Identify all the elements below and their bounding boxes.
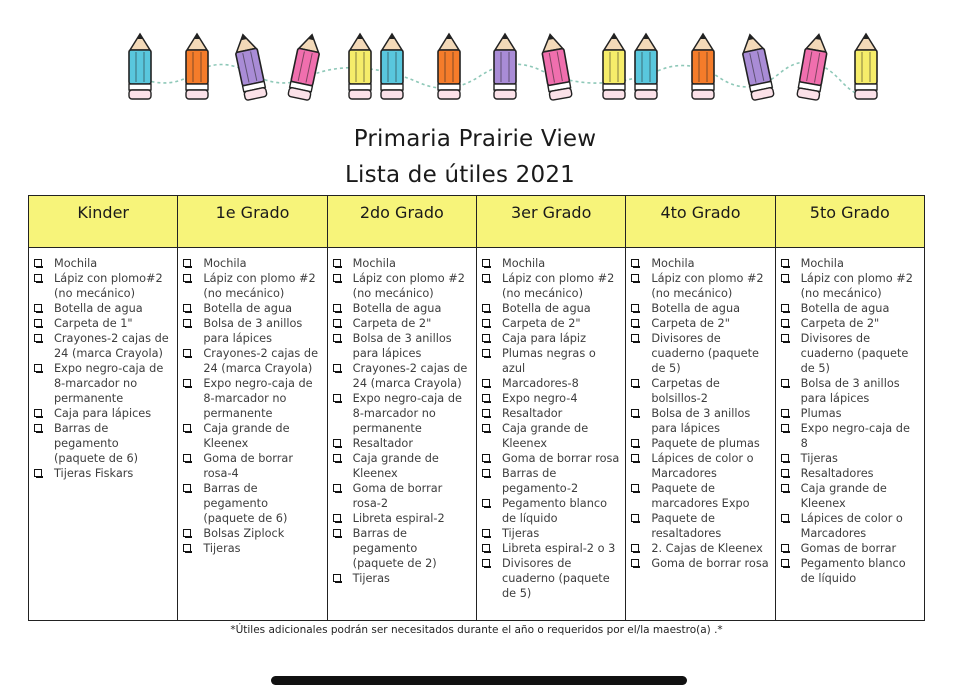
- pencil-icon: [739, 31, 774, 100]
- supply-item-text: Resaltador: [352, 437, 413, 450]
- supply-item: [183, 346, 322, 376]
- supply-item: [631, 271, 770, 301]
- checkbox-icon[interactable]: [781, 334, 789, 342]
- supply-item-text: Bolsa de 3 anillos para lápices: [203, 317, 303, 345]
- supply-item: [333, 301, 472, 316]
- checkbox-icon[interactable]: [482, 274, 490, 282]
- column-header: 2do Grado: [328, 196, 476, 248]
- column-body: [626, 248, 774, 620]
- supply-item: [34, 271, 173, 301]
- checkbox-icon[interactable]: [333, 484, 341, 492]
- supply-item-text: Carpeta de 2": [352, 317, 432, 330]
- supply-item-text: Caja grande de Kleenex: [352, 452, 439, 480]
- pencil-icon: [232, 31, 267, 100]
- supply-item-text: Divisores de cuaderno (paquete de 5): [501, 557, 610, 600]
- supply-item: [482, 496, 621, 526]
- supply-item: [631, 436, 770, 451]
- supply-item-text: Lápiz con plomo#2 (no mecánico): [54, 272, 163, 300]
- checkbox-icon[interactable]: [631, 454, 639, 462]
- supply-item-text: Plumas negras o azul: [501, 347, 596, 375]
- supply-item: [631, 406, 770, 436]
- supply-item: [631, 511, 770, 541]
- checkbox-icon[interactable]: [34, 274, 42, 282]
- checkbox-icon[interactable]: [333, 274, 341, 282]
- supply-item: [482, 526, 621, 541]
- supply-item-text: Lápices de color o Marcadores: [800, 512, 903, 540]
- column-body: [776, 248, 924, 620]
- supply-item-text: Expo negro-caja de 8-marcador no permanente: [203, 377, 313, 420]
- supply-item: [781, 511, 920, 541]
- checkbox-icon[interactable]: [183, 259, 191, 267]
- column-body: [477, 248, 625, 620]
- checkbox-icon[interactable]: [183, 304, 191, 312]
- checkbox-icon[interactable]: [333, 514, 341, 522]
- checkbox-icon[interactable]: [482, 259, 490, 267]
- checkbox-icon[interactable]: [482, 394, 490, 402]
- supply-item: [333, 361, 472, 391]
- supply-item-text: Paquete de resaltadores: [651, 512, 722, 540]
- column-2do-grado: [328, 196, 477, 620]
- supply-item: [631, 451, 770, 481]
- supply-item-text: Mochila: [651, 257, 695, 270]
- supply-item: [333, 511, 472, 526]
- supply-item-text: Botella de agua: [54, 302, 143, 315]
- supply-item-text: Carpeta de 2": [651, 317, 730, 330]
- supply-item: [781, 376, 920, 406]
- pencil-icon: [381, 33, 403, 99]
- checkbox-icon[interactable]: [781, 424, 789, 432]
- checkbox-icon[interactable]: [34, 334, 42, 342]
- supply-item: [781, 451, 920, 466]
- supply-item: [482, 391, 621, 406]
- title-block: [0, 121, 950, 193]
- column-3er-grado: [477, 196, 626, 620]
- supply-item-text: Lápiz con plomo #2 (no mecánico): [800, 272, 913, 300]
- supply-item: [781, 406, 920, 421]
- column-header: 3er Grado: [477, 196, 625, 248]
- supply-item-text: Tijeras: [352, 572, 390, 585]
- supply-item-text: Gomas de borrar: [800, 542, 897, 555]
- supply-item-text: Bolsas Ziplock: [203, 527, 285, 540]
- checkbox-icon[interactable]: [333, 334, 341, 342]
- checkbox-icon[interactable]: [631, 514, 639, 522]
- checkbox-icon[interactable]: [631, 334, 639, 342]
- checkbox-icon[interactable]: [482, 409, 490, 417]
- supply-item-text: Crayones-2 cajas de 24 (marca Crayola): [352, 362, 468, 390]
- checkbox-icon[interactable]: [34, 319, 42, 327]
- checkbox-icon[interactable]: [34, 409, 42, 417]
- checkbox-icon[interactable]: [781, 319, 789, 327]
- supply-item: [333, 571, 472, 586]
- supply-item: [183, 316, 322, 346]
- supply-item-text: Barras de pegamento (paquete de 6): [54, 422, 139, 465]
- checkbox-icon[interactable]: [183, 544, 191, 552]
- checkbox-icon[interactable]: [183, 349, 191, 357]
- supply-item-text: Goma de borrar rosa: [651, 557, 769, 570]
- supply-item-text: Tijeras: [501, 527, 540, 540]
- supply-item: [333, 256, 472, 271]
- column-body: [29, 248, 177, 620]
- pencil-icon: [692, 33, 714, 99]
- checkbox-icon[interactable]: [183, 319, 191, 327]
- supply-item-text: Libreta espiral-2 o 3: [501, 542, 616, 555]
- supply-item-text: Lápices de color o Marcadores: [651, 452, 754, 480]
- checkbox-icon[interactable]: [781, 484, 789, 492]
- supply-item-text: Barras de pegamento-2: [501, 467, 579, 495]
- checkbox-icon[interactable]: [34, 304, 42, 312]
- column-body: [178, 248, 326, 620]
- checkbox-icon[interactable]: [781, 379, 789, 387]
- supply-item-text: Crayones-2 cajas de 24 (marca Crayola): [54, 332, 169, 360]
- checkbox-icon[interactable]: [34, 424, 42, 432]
- supply-item: [482, 376, 621, 391]
- supply-item-text: Caja grande de Kleenex: [203, 422, 290, 450]
- supply-item: [333, 316, 472, 331]
- supply-item: [34, 331, 173, 361]
- checkbox-icon[interactable]: [482, 334, 490, 342]
- supply-list: [631, 256, 770, 571]
- pencil-icon: [186, 33, 208, 99]
- checkbox-icon[interactable]: [333, 304, 341, 312]
- supply-item: [631, 301, 770, 316]
- supply-item-text: Bolsa de 3 anillos para lápices: [352, 332, 452, 360]
- checkbox-icon[interactable]: [34, 364, 42, 372]
- checkbox-icon[interactable]: [482, 469, 490, 477]
- supply-item: [482, 451, 621, 466]
- supply-item-text: Goma de borrar rosa-2: [352, 482, 443, 510]
- supply-item-text: Botella de agua: [203, 302, 293, 315]
- supply-list-table: [28, 195, 925, 621]
- supply-item-text: Tijeras: [800, 452, 838, 465]
- supply-item-text: Tijeras Fiskars: [54, 467, 134, 480]
- checkbox-icon[interactable]: [631, 409, 639, 417]
- supply-item: [631, 331, 770, 376]
- supply-item-text: Caja para lápices: [54, 407, 152, 420]
- page-title: Primaria Prairie View: [353, 126, 597, 152]
- supply-item: [183, 481, 322, 526]
- supply-item-text: Bolsa de 3 anillos para lápices: [651, 407, 751, 435]
- supply-item-text: Caja grande de Kleenex: [501, 422, 589, 450]
- supply-item-text: Carpetas de bolsillos-2: [651, 377, 720, 405]
- checkbox-icon[interactable]: [482, 499, 490, 507]
- checkbox-icon[interactable]: [781, 259, 789, 267]
- supply-item-text: Pegamento blanco de líquido: [501, 497, 607, 525]
- supply-item-text: Carpeta de 2": [800, 317, 880, 330]
- supply-item-text: Carpeta de 1": [54, 317, 133, 330]
- pencil-icon: [494, 33, 516, 99]
- checkbox-icon[interactable]: [781, 559, 789, 567]
- column-kinder: [29, 196, 178, 620]
- supply-item-text: Pegamento blanco de líquido: [800, 557, 906, 585]
- supply-item-text: Mochila: [54, 257, 98, 270]
- supply-item: [781, 481, 920, 511]
- supply-item-text: Crayones-2 cajas de 24 (marca Crayola): [203, 347, 319, 375]
- checkbox-icon[interactable]: [482, 559, 490, 567]
- supply-item: [183, 526, 322, 541]
- supply-item: [183, 376, 322, 421]
- checkbox-icon[interactable]: [333, 364, 341, 372]
- supply-item: [781, 271, 920, 301]
- pencil-icon: [855, 33, 877, 99]
- supply-item: [631, 256, 770, 271]
- footnote: *Útiles adicionales podrán ser necesitados durante el año o requeridos por el/la maestro(a) .*: [230, 624, 723, 636]
- supply-item: [34, 466, 173, 481]
- supply-item: [482, 331, 621, 346]
- supply-item-text: Mochila: [501, 257, 546, 270]
- supply-item-text: Botella de agua: [352, 302, 442, 315]
- supply-item: [781, 541, 920, 556]
- supply-item: [781, 331, 920, 376]
- page-subtitle: Lista de útiles 2021: [344, 162, 576, 188]
- checkbox-icon[interactable]: [631, 319, 639, 327]
- supply-item-text: Plumas: [800, 407, 842, 420]
- checkbox-icon[interactable]: [333, 574, 341, 582]
- checkbox-icon[interactable]: [482, 529, 490, 537]
- supply-item: [482, 271, 621, 301]
- pencil-icon: [539, 32, 572, 101]
- supply-item: [781, 556, 920, 586]
- column-4to-grado: [626, 196, 775, 620]
- supply-item-text: Expo negro-caja de 8-marcador no permanente: [54, 362, 164, 405]
- supply-item: [631, 556, 770, 571]
- supply-item-text: Mochila: [352, 257, 396, 270]
- column-header: Kinder: [29, 196, 177, 248]
- supply-item: [631, 541, 770, 556]
- supply-item-text: 2. Cajas de Kleenex: [651, 542, 763, 555]
- supply-item: [333, 271, 472, 301]
- supply-item-text: Paquete de marcadores Expo: [651, 482, 750, 510]
- checkbox-icon[interactable]: [333, 319, 341, 327]
- supply-item: [183, 421, 322, 451]
- pencil-icon: [635, 33, 657, 99]
- checkbox-icon[interactable]: [781, 454, 789, 462]
- supply-item: [34, 301, 173, 316]
- pencil-icon: [288, 31, 323, 100]
- home-indicator[interactable]: [271, 676, 687, 685]
- supply-item-text: Expo negro-caja de 8: [800, 422, 910, 450]
- pencil-icon: [438, 33, 460, 99]
- column-body: [328, 248, 476, 620]
- supply-item: [631, 316, 770, 331]
- supply-item-text: Lápiz con plomo #2 (no mecánico): [352, 272, 465, 300]
- supply-item-text: Lápiz con plomo #2 (no mecánico): [501, 272, 615, 300]
- checkbox-icon[interactable]: [781, 544, 789, 552]
- supply-item: [333, 451, 472, 481]
- checkbox-icon[interactable]: [781, 514, 789, 522]
- supply-item-text: Resaltador: [501, 407, 563, 420]
- supply-item: [34, 421, 173, 466]
- supply-item: [183, 256, 322, 271]
- column-header: 5to Grado: [776, 196, 924, 248]
- supply-item-text: Botella de agua: [800, 302, 890, 315]
- supply-item-text: Libreta espiral-2: [352, 512, 445, 525]
- checkbox-icon[interactable]: [482, 544, 490, 552]
- column-header: 1e Grado: [178, 196, 326, 248]
- pencil-icon: [603, 33, 625, 99]
- supply-item-text: Botella de agua: [501, 302, 591, 315]
- supply-item: [781, 256, 920, 271]
- supply-item-text: Divisores de cuaderno (paquete de 5): [800, 332, 909, 375]
- checkbox-icon[interactable]: [333, 454, 341, 462]
- checkbox-icon[interactable]: [183, 529, 191, 537]
- pencil-icon: [797, 32, 830, 101]
- pencil-icon: [129, 33, 151, 99]
- checkbox-icon[interactable]: [183, 454, 191, 462]
- supply-item: [333, 436, 472, 451]
- supply-list: [183, 256, 322, 556]
- supply-item-text: Tijeras: [203, 542, 241, 555]
- supply-item: [482, 421, 621, 451]
- checkbox-icon[interactable]: [631, 544, 639, 552]
- supply-item-text: Goma de borrar rosa: [501, 452, 620, 465]
- checkbox-icon[interactable]: [482, 424, 490, 432]
- checkbox-icon[interactable]: [631, 484, 639, 492]
- checkbox-icon[interactable]: [781, 469, 789, 477]
- checkbox-icon[interactable]: [183, 274, 191, 282]
- checkbox-icon[interactable]: [482, 379, 490, 387]
- supply-item-text: Barras de pegamento (paquete de 2): [352, 527, 437, 570]
- checkbox-icon[interactable]: [34, 469, 42, 477]
- supply-item: [183, 271, 322, 301]
- supply-item-text: Caja grande de Kleenex: [800, 482, 887, 510]
- supply-list: [482, 256, 621, 601]
- supply-item-text: Divisores de cuaderno (paquete de 5): [651, 332, 759, 375]
- supply-list: [333, 256, 472, 586]
- checkbox-icon[interactable]: [482, 319, 490, 327]
- checkbox-icon[interactable]: [781, 274, 789, 282]
- checkbox-icon[interactable]: [333, 394, 341, 402]
- supply-item: [631, 376, 770, 406]
- checkbox-icon[interactable]: [482, 349, 490, 357]
- supply-item-text: Paquete de plumas: [651, 437, 760, 450]
- supply-item: [482, 466, 621, 496]
- supply-item: [631, 481, 770, 511]
- supply-item: [34, 361, 173, 406]
- supply-item-text: Barras de pegamento (paquete de 6): [203, 482, 288, 525]
- supply-list: [34, 256, 173, 481]
- checkbox-icon[interactable]: [183, 424, 191, 432]
- pencil-banner: [0, 28, 960, 108]
- supply-item-text: Botella de agua: [651, 302, 741, 315]
- supply-item: [781, 466, 920, 481]
- supply-item: [482, 316, 621, 331]
- supply-item: [333, 481, 472, 511]
- supply-item-text: Lápiz con plomo #2 (no mecánico): [651, 272, 764, 300]
- supply-item: [333, 331, 472, 361]
- supply-item-text: Marcadores-8: [501, 377, 579, 390]
- checkbox-icon[interactable]: [781, 304, 789, 312]
- supply-item: [482, 301, 621, 316]
- supply-item-text: Expo negro-caja de 8-marcador no permanente: [352, 392, 462, 435]
- checkbox-icon[interactable]: [631, 439, 639, 447]
- checkbox-icon[interactable]: [781, 409, 789, 417]
- checkbox-icon[interactable]: [482, 454, 490, 462]
- checkbox-icon[interactable]: [333, 259, 341, 267]
- supply-item: [781, 421, 920, 451]
- supply-item: [482, 541, 621, 556]
- pencil-icon: [349, 33, 371, 99]
- checkbox-icon[interactable]: [482, 304, 490, 312]
- checkbox-icon[interactable]: [333, 529, 341, 537]
- checkbox-icon[interactable]: [631, 559, 639, 567]
- supply-item: [781, 301, 920, 316]
- supply-item: [482, 406, 621, 421]
- supply-item: [482, 256, 621, 271]
- column-1e-grado: [178, 196, 327, 620]
- supply-list: [781, 256, 920, 586]
- supply-item: [34, 316, 173, 331]
- supply-item: [183, 541, 322, 556]
- supply-item: [482, 556, 621, 601]
- supply-item-text: Resaltadores: [800, 467, 874, 480]
- supply-item: [333, 526, 472, 571]
- checkbox-icon[interactable]: [183, 484, 191, 492]
- supply-item: [34, 406, 173, 421]
- supply-item-text: Lápiz con plomo #2 (no mecánico): [203, 272, 316, 300]
- supply-item-text: Mochila: [203, 257, 247, 270]
- supply-item: [333, 391, 472, 436]
- column-5to-grado: [776, 196, 924, 620]
- checkbox-icon[interactable]: [631, 274, 639, 282]
- checkbox-icon[interactable]: [631, 304, 639, 312]
- checkbox-icon[interactable]: [631, 259, 639, 267]
- checkbox-icon[interactable]: [631, 379, 639, 387]
- column-header: 4to Grado: [626, 196, 774, 248]
- supply-item-text: Mochila: [800, 257, 844, 270]
- supply-item-text: Carpeta de 2": [501, 317, 581, 330]
- checkbox-icon[interactable]: [333, 439, 341, 447]
- supply-item: [781, 316, 920, 331]
- supply-item: [34, 256, 173, 271]
- supply-item: [183, 301, 322, 316]
- checkbox-icon[interactable]: [183, 379, 191, 387]
- supply-item-text: Goma de borrar rosa-4: [203, 452, 293, 480]
- checkbox-icon[interactable]: [34, 259, 42, 267]
- supply-item-text: Bolsa de 3 anillos para lápices: [800, 377, 900, 405]
- supply-item-text: Caja para lápiz: [501, 332, 586, 345]
- supply-item-text: Expo negro-4: [501, 392, 578, 405]
- supply-item: [183, 451, 322, 481]
- supply-item: [482, 346, 621, 376]
